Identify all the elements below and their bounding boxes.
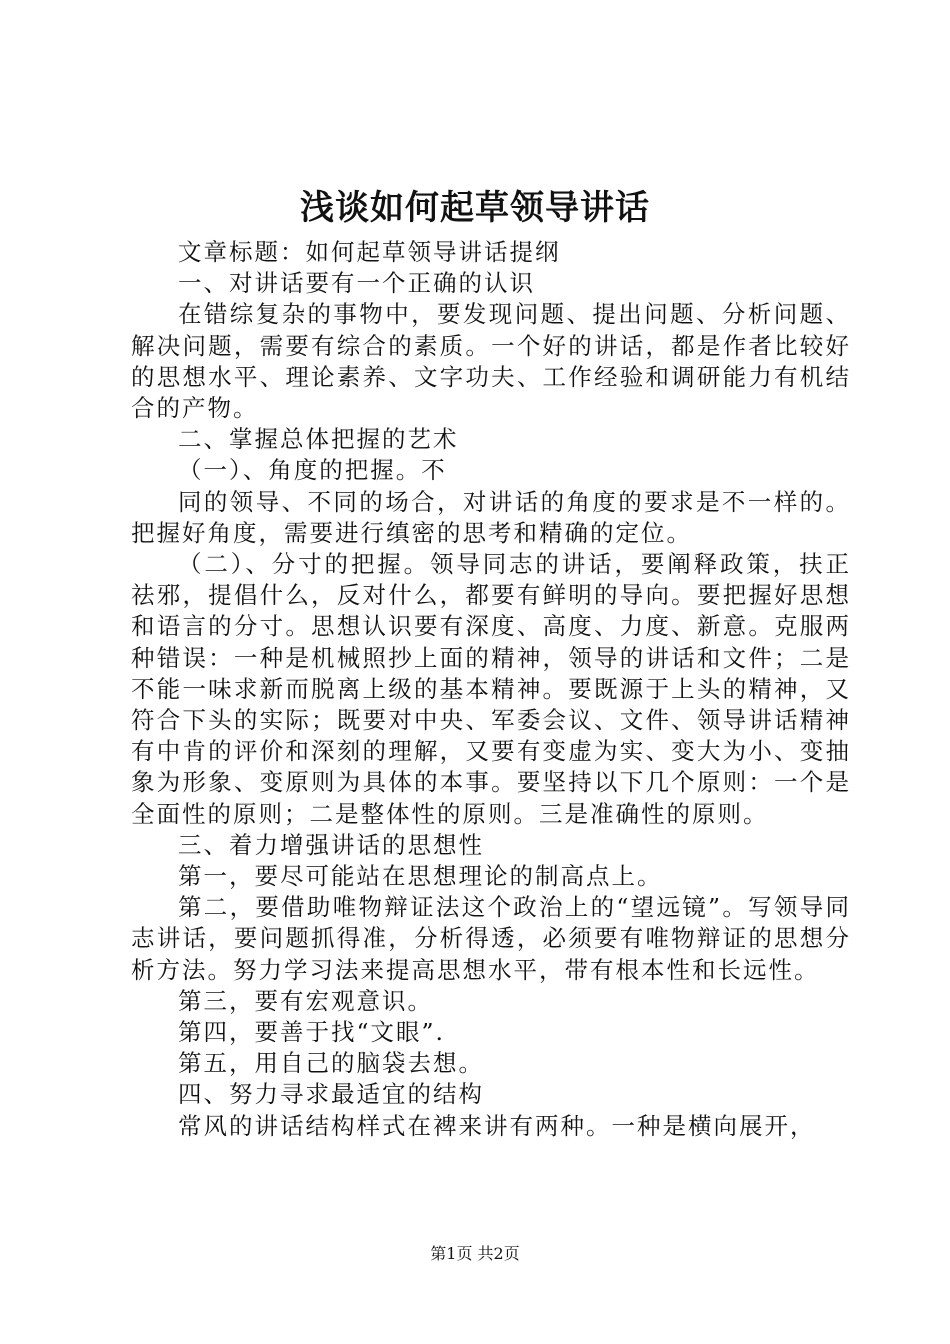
paragraph: 第五，用自己的脑袋去想。	[178, 1049, 484, 1078]
paragraph: 同的领导、不同的场合，对讲话的角度的要求是不一样的。把握好角度，需要进行缜密的思考和精确的定位。	[131, 487, 851, 547]
paragraph: 第一，要尽可能站在思想理论的制高点上。	[178, 862, 663, 891]
document-title: 浅谈如何起草领导讲话	[300, 188, 650, 228]
paragraph: 第二，要借助唯物辩证法这个政治上的“望远镜”。写领导同志讲话，要问题抓得准，分析得透，必须要有唯物辩证的思想分析方法。努力学习法来提高思想水平，带有根本性和长远性。	[131, 893, 851, 984]
section-heading-1: 一、对讲话要有一个正确的认识	[178, 269, 535, 298]
page-footer: 第1页 共2页	[430, 1244, 520, 1263]
document-body	[131, 237, 851, 1142]
section-heading-2: 二、掌握总体把握的艺术	[178, 425, 459, 454]
section-heading-4: 四、努力寻求最适宜的结构	[178, 1080, 484, 1109]
paragraph: 第四，要善于找“文眼”.	[178, 1018, 445, 1047]
paragraph: 第三，要有宏观意识。	[178, 986, 433, 1015]
subsection-heading-1: （一）、角度的把握。不	[178, 456, 447, 485]
paragraph: 在错综复杂的事物中，要发现问题、提出问题、分析问题、解决问题，需要有综合的素质。一个好的讲话，都是作者比较好的思想水平、理论素养、文字功夫、工作经验和调研能力有机结合的产物。	[131, 300, 851, 423]
paragraph: 常风的讲话结构样式在裨来讲有两种。一种是横向展开，	[178, 1111, 816, 1140]
article-title-line: 文章标题：如何起草领导讲话提纲	[178, 238, 561, 266]
section-heading-3: 三、着力增强讲话的思想性	[178, 830, 484, 859]
paragraph: （二）、分寸的把握。领导同志的讲话，要阐释政策，扶正祛邪，提倡什么，反对什么，都要有鲜明的导向。要把握好思想和语言的分寸。思想认识要有深度、高度、力度、新意。克服两种错误：一种是机械照抄上面的精神，领导的讲话和文件；二是不能一味求新而脱离上级的基本精神。要既源于上头的精神，又符合下头的实际；既要对中央、军委会议、文件、领导讲话精神有中肯的评价和深刻的理解，又要有变虚为实、变大为小、变抽象为形象、变原则为具体的本事。要坚持以下几个原则：一个是全面性的原则；二是整体性的原则。三是准确性的原则。	[131, 550, 851, 828]
